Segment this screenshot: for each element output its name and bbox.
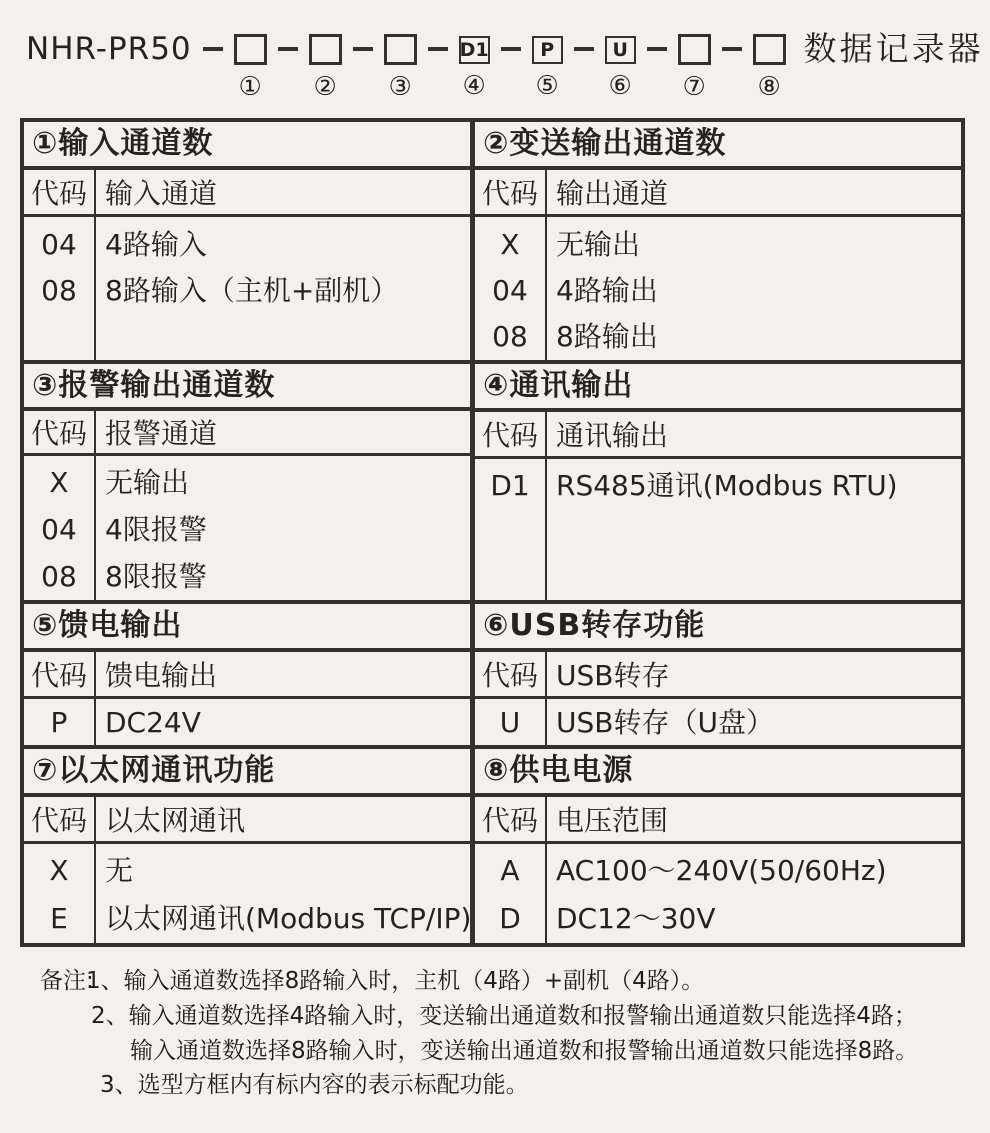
slot-number-4: ④ [462,71,486,101]
code-cell: D [499,902,521,935]
desc-header-cell: 馈电输出 [105,659,218,692]
section-header-row [24,652,470,699]
desc-header-cell: 电压范围 [556,804,669,837]
desc-column [96,217,470,360]
desc-cell: AC100～240V(50/60Hz) [556,854,887,887]
desc-cell: 4路输入 [105,228,207,261]
code-header-cell: 代码 [475,652,547,696]
code-column [475,699,547,745]
desc-cell: DC12～30V [556,902,716,935]
section-title: ②变送输出通道数 [475,122,961,170]
section-body [475,844,961,943]
section-body [24,844,470,943]
notes-label: 备注: [40,968,94,994]
desc-cell: 4限报警 [105,513,207,546]
desc-column [547,459,961,600]
desc-cell: RS485通讯(Modbus RTU) [556,469,898,502]
code-cell: D1 [490,469,530,502]
slot-number-5: ⑤ [535,71,559,101]
code-cell: P [50,706,68,739]
slot-number-1: ① [238,72,262,102]
section-ethernet-communication [24,749,475,943]
selection-table [20,118,965,947]
code-column [24,844,96,943]
desc-header-cell: 通讯输出 [556,419,669,452]
code-column [475,459,547,600]
note-3: 3、选型方框内有标内容的表示标配功能。 [100,1072,529,1098]
section-header-row [475,170,961,217]
product-name: 数据记录器 [803,29,984,68]
code-box-4: D1 [459,36,490,64]
section-body [24,456,470,600]
section-title: ⑤馈电输出 [24,604,470,652]
slot-number-6: ⑥ [608,71,632,101]
code-cell: 04 [41,228,77,261]
code-box-2 [309,34,342,65]
section-body [24,699,470,745]
code-box-1 [234,34,267,65]
section-title: ①输入通道数 [24,122,470,170]
code-cell: 04 [492,274,528,307]
desc-cell: 4路输出 [556,274,658,307]
desc-cell: 8路输出 [556,320,658,353]
slot-number-7: ⑦ [682,72,706,102]
desc-column [96,456,470,600]
section-body [475,699,961,745]
code-slot-4 [459,28,490,99]
section-title: ③报警输出通道数 [24,364,470,411]
desc-header-cell: USB转存 [556,659,670,692]
section-title: ⑧供电电源 [475,749,961,797]
code-cell: A [500,854,520,887]
section-usb-dump-function [475,604,961,749]
desc-column [96,844,471,943]
dash-separator [278,47,298,51]
desc-cell: 无输出 [556,228,641,261]
section-power-supply [475,749,961,943]
code-column [475,217,547,360]
slot-number-2: ② [313,72,337,102]
code-header-cell: 代码 [475,170,547,214]
code-slot-1 [234,28,267,100]
desc-cell: USB转存（U盘） [556,706,774,739]
desc-cell: 以太网通讯(Modbus TCP/IP) [105,902,472,935]
desc-cell: 8限报警 [105,560,207,593]
code-cell: X [49,466,69,499]
code-box-3 [384,34,417,65]
dash-separator [353,47,373,51]
code-column [24,456,96,600]
code-header-cell: 代码 [24,170,96,214]
code-slot-7 [678,28,711,100]
section-body [475,459,961,600]
desc-column [96,699,470,745]
dash-separator [647,47,667,51]
section-body [475,217,961,360]
code-header-cell: 代码 [475,412,547,456]
code-slot-6 [605,28,636,99]
section-title: ④通讯输出 [475,364,961,412]
code-header-cell: 代码 [24,652,96,696]
code-slot-3 [384,28,417,100]
code-column [24,699,96,745]
section-header-row [24,170,470,217]
slot-number-8: ⑧ [757,72,781,102]
code-slot-8 [753,28,786,100]
model-number: NHR-PR50 [26,31,192,67]
code-cell: 08 [492,320,528,353]
section-header-row [475,412,961,459]
code-cell: 04 [41,513,77,546]
desc-column [547,217,961,360]
desc-header-cell: 输入通道 [105,177,218,210]
desc-cell: 无 [105,854,134,887]
dash-separator [428,47,448,51]
desc-cell: DC24V [105,706,201,739]
section-header-row [24,797,470,844]
section-communication-output [475,364,961,604]
code-box-5: P [532,36,563,64]
section-input-channels [24,122,475,364]
code-box-6: U [605,36,636,64]
dash-separator [203,47,223,51]
code-cell: U [499,706,521,739]
section-alarm-output-channels [24,364,475,604]
desc-cell: 8路输入（主机+副机） [105,274,399,307]
code-cell: E [50,902,68,935]
code-cell: 08 [41,560,77,593]
desc-header-cell: 以太网通讯 [105,804,246,837]
desc-header-cell: 报警通道 [105,417,218,450]
section-header-row [475,797,961,844]
code-cell: X [49,854,69,887]
section-body [24,217,470,360]
code-header-cell: 代码 [475,797,547,841]
section-title: ⑦以太网通讯功能 [24,749,470,797]
section-transmit-output-channels [475,122,961,364]
code-header-cell: 代码 [24,411,96,453]
note-1: 1、输入通道数选择8路输入时，主机（4路）+副机（4路）。 [86,968,705,994]
desc-cell: 无输出 [105,466,190,499]
section-title: ⑥USB转存功能 [475,604,961,652]
code-header-cell: 代码 [24,797,96,841]
code-box-7 [678,34,711,65]
dash-separator [501,47,521,51]
code-cell: 08 [41,274,77,307]
ordering-code-diagram [26,28,984,100]
note-2: 2、输入通道数选择4路输入时，变送输出通道数和报警输出通道数只能选择4路； [91,1003,917,1029]
code-box-8 [753,34,786,65]
code-column [24,217,96,360]
code-slot-2 [309,28,342,100]
slot-number-3: ③ [388,72,412,102]
desc-column [547,699,961,745]
note-2-continued: 输入通道数选择8路输入时，变送输出通道数和报警输出通道数只能选择8路。 [130,1038,919,1064]
code-column [475,844,547,943]
section-header-row [475,652,961,699]
code-slot-5 [532,28,563,99]
desc-header-cell: 输出通道 [556,177,669,210]
dash-separator [574,47,594,51]
section-feed-power-output [24,604,475,749]
section-header-row [24,411,470,456]
code-cell: X [500,228,520,261]
dash-separator [722,47,742,51]
desc-column [547,844,961,943]
